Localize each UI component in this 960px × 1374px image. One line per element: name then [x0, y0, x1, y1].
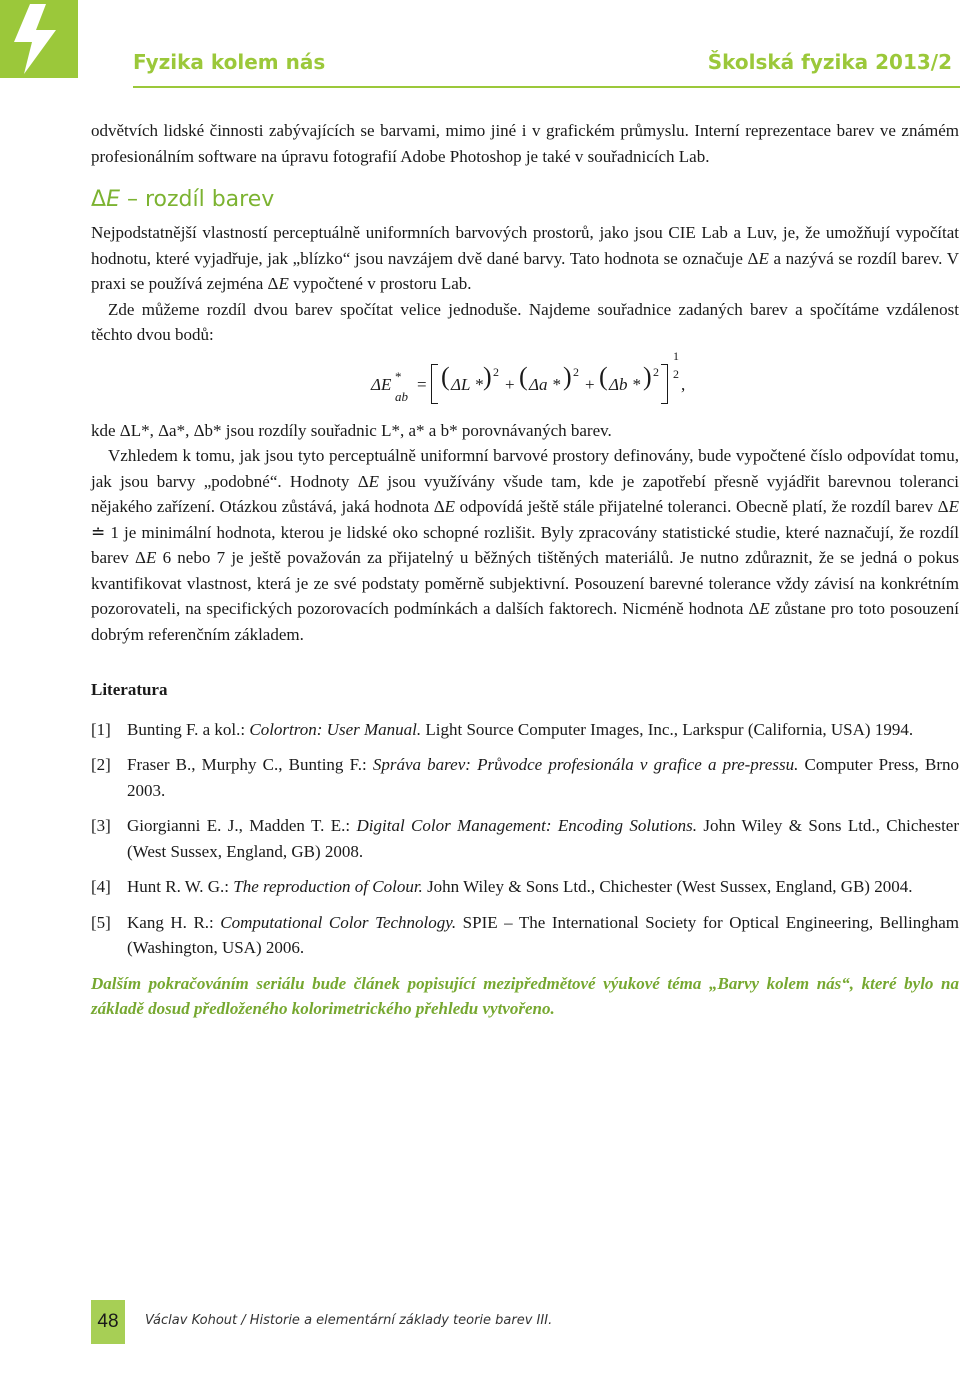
paragraph-4: Vzhledem k tomu, jak jsou tyto perceptuálně uniformní barvové prostory definovány, bude vypočtené číslo odpovídat tomu, jak jsou barvy „podobné“. Hodnoty ΔE jsou využívány všude tam, kde je zapotřebí přesně vyjádřit barevnou toleranci nějakého zařízení. Otázkou zůstává, jaká hodnota ΔE odpovídá ještě stále přijatelné toleranci. Obecně platí, že rozdíl barev ΔE ≐ 1 je minimální hodnota, kterou je lidské oko schopné rozlišit. Byly zpracovány statistické studie, které naznačují, že rozdíl barev ΔE 6 nebo 7 je ještě považován za přijatelný u běžných tištěných materiálů. Je nutno zdůraznit, že se jedná o pokus kvantifikovat vlastnost, která je ze své podstaty poměrně subjektivní. Posouzení barevné tolerance vždy závisí na konkrétním pozorovateli, na specifických pozorovacích podmínkách a dalších faktorech. Nicméně hodnota ΔE zůstane pro toto posouzení dobrým referenčním základem. — [91, 446, 960, 644]
paragraph-3: kde ΔL*, Δa*, Δb* jsou rozdíly souřadnic L*, a* a b* porovnávaných barev. — [91, 420, 612, 440]
section-heading-e: E — [106, 187, 120, 212]
page-number: 48 — [91, 1300, 125, 1344]
paragraph-2: Zde můžeme rozdíl dvou barev spočítat velice jednoduše. Najdeme souřadnice zadaných barev a spočítáme vzdálenost těchto dvou bodů: — [91, 299, 959, 344]
article-body — [91, 118, 959, 1022]
formula-exp-den: 2 — [673, 366, 679, 381]
lightning-bolt-icon — [0, 0, 78, 78]
delta-e-formula: ΔE * ab = ( ΔL * ) 2 + ( Δa * ) 2 + ( Δb * ) 2 1 2 , — [91, 350, 959, 410]
section-heading-delta: Δ — [91, 187, 107, 212]
section-heading-text: – rozdíl barev — [119, 187, 275, 212]
formula-lhs-sub: ab — [395, 388, 408, 404]
formula-lhs-sup: * — [395, 368, 402, 384]
reference-item: [3] Giorgianni E. J., Madden T. E.: Digital Color Management: Encoding Solutions. John Wiley & Sons Ltd., Chichester (West Sussex, England, GB) 2008. — [91, 816, 960, 861]
formula-term-l: ΔL * — [451, 374, 483, 394]
header-journal-title: Školská fyzika 2013/2 — [707, 50, 952, 74]
footer-article-title: Václav Kohout / Historie a elementární základy teorie barev III. — [145, 1313, 553, 1328]
formula-exp-num: 1 — [673, 348, 679, 363]
reference-item: [1] Bunting F. a kol.: Colortron: User Manual. Light Source Computer Images, Inc., Larkspur (California, USA) 1994. — [91, 719, 914, 739]
reference-item: [5] Kang H. R.: Computational Color Technology. SPIE – The International Society for Optical Engineering, Bellingham (Washington, USA) 2006. — [91, 912, 959, 957]
section-heading — [91, 186, 959, 214]
formula-lhs: ΔE — [371, 374, 392, 394]
reference-item: [2] Fraser B., Murphy C., Bunting F.: Správa barev: Průvodce profesionála v grafice a pre-pressu. Computer Press, Brno 2003. — [91, 755, 959, 800]
formula-equals: = — [417, 374, 427, 394]
paragraph-1: Nejpodstatnější vlastností perceptuálně uniformních barvových prostorů, jako jsou CIE Lab a Luv, je, že umožňují vypočítat hodnotu, které vyjadřuje, jak „blízko“ jsou navzájem dvě dané barvy. Tato hodnota se označuje ΔE a nazývá se rozdíl barev. V praxi se používá zejména ΔE vypočtené v prostoru Lab. — [91, 223, 959, 293]
reference-item: [4] Hunt R. W. G.: The reproduction of Colour. John Wiley & Sons Ltd., Chichester (West Sussex, England, GB) 2004. — [91, 877, 913, 896]
header-divider — [133, 86, 960, 88]
header-journal-section: Fyzika kolem nás — [133, 50, 326, 74]
closing-note: Dalším pokračováním seriálu bude článek popisující mezipředmětové výukové téma „Barvy kolem nás“, které bylo na základě dosud předloženého kolorimetrického přehledu vytvořeno. — [91, 973, 959, 1018]
formula-term-a: Δa * — [529, 374, 561, 394]
literature-heading: Literatura — [91, 680, 168, 699]
intro-paragraph: odvětvích lidské činnosti zabývajících se barvami, mimo jiné i v grafickém průmyslu. Interní reprezentace barev ve známém profesionálním software na úpravu fotografií Adobe Photoshop je také v souřadnicích Lab. — [91, 121, 959, 166]
formula-left-bracket — [431, 364, 438, 404]
formula-right-bracket — [661, 364, 668, 404]
formula-term-b: Δb * — [609, 374, 641, 394]
